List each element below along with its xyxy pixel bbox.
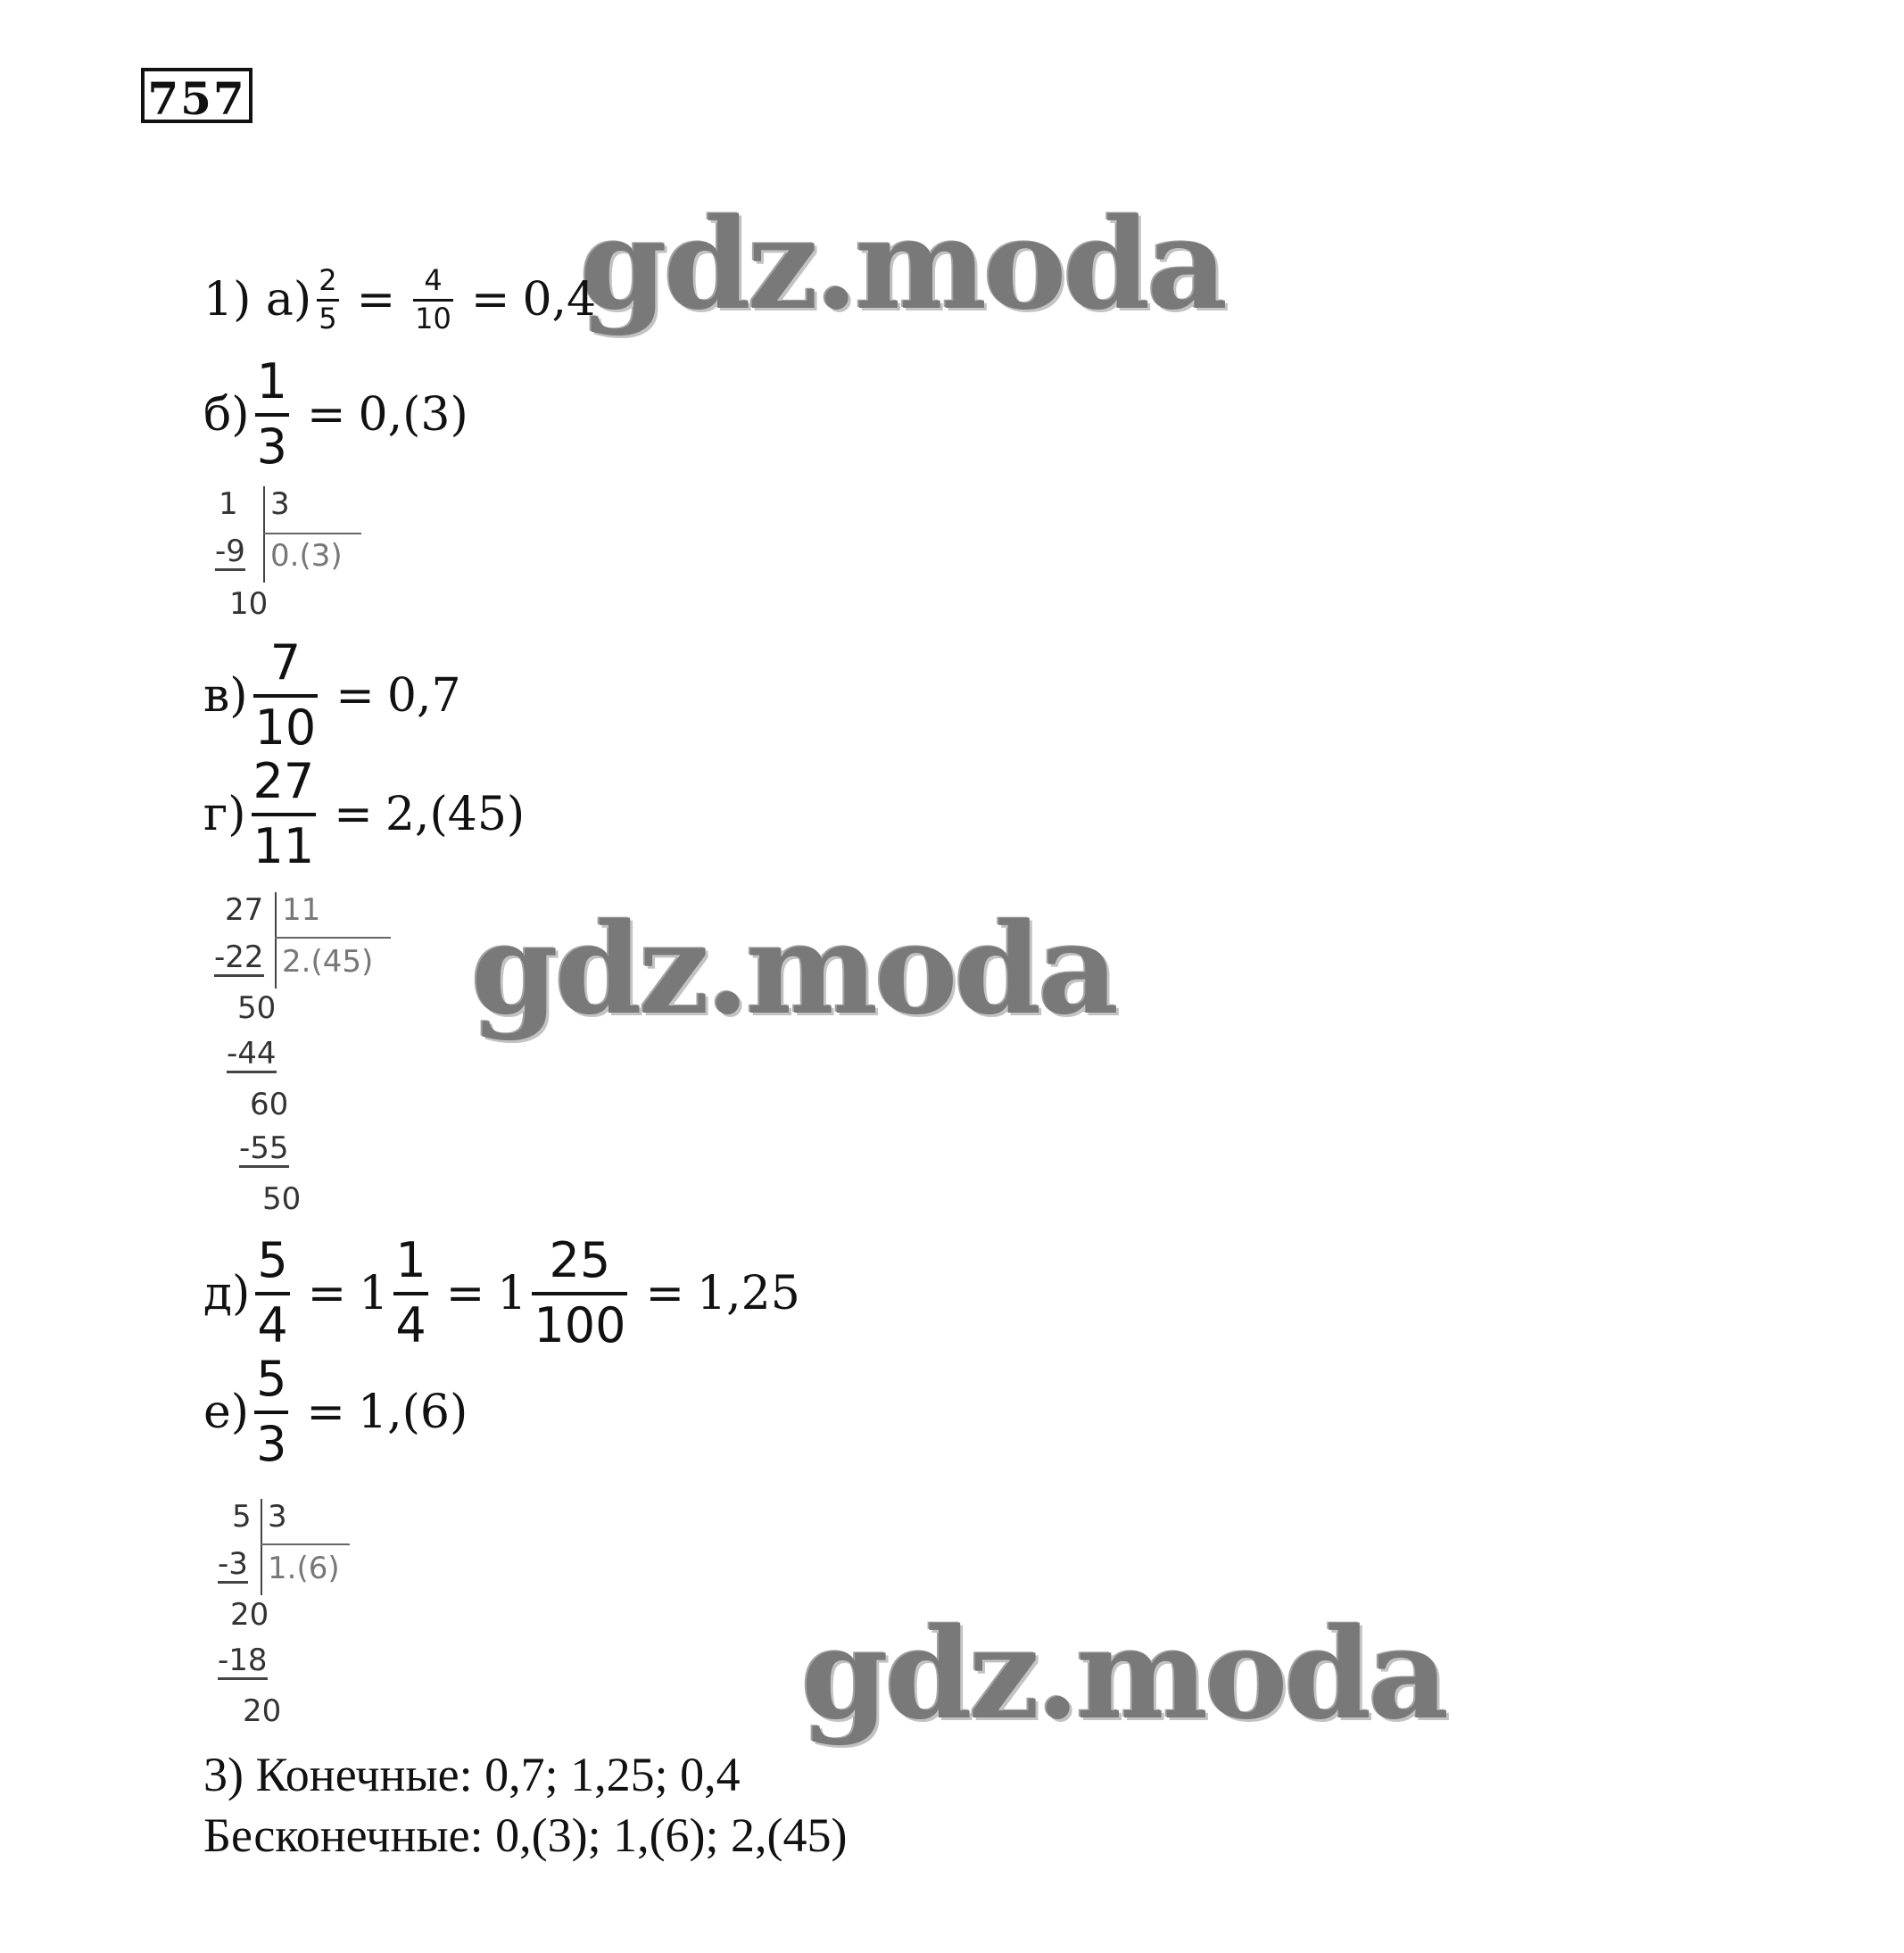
item-e-result: 1,(6) [358, 1385, 468, 1439]
equals-sign: = [335, 668, 375, 723]
remainder: 10 [229, 586, 269, 622]
item-d-label: д) [203, 1266, 251, 1320]
long-division-e [212, 1499, 391, 1740]
quotient: 2.(45) [282, 944, 374, 980]
remainder: 20 [230, 1597, 269, 1633]
equals-sign: = [306, 1385, 345, 1439]
fraction-a-2 [413, 263, 453, 335]
watermark-3: gdz.moda [801, 1601, 1446, 1748]
long-division-g [212, 892, 426, 1222]
item-b [203, 353, 468, 475]
denominator: 100 [534, 1296, 626, 1353]
item-d-result: 1,25 [697, 1266, 800, 1320]
denominator: 4 [395, 1296, 426, 1353]
denominator: 3 [256, 418, 287, 475]
item-e-label: е) [203, 1385, 250, 1439]
denominator: 3 [256, 1415, 287, 1472]
item-a-result: 0,4 [522, 273, 597, 327]
divisor: 3 [270, 486, 290, 522]
watermark-2: gdz.moda [471, 897, 1116, 1043]
remainder: 50 [237, 990, 277, 1026]
problem-number: 757 [141, 68, 252, 123]
item-g [203, 753, 526, 874]
denominator: 10 [415, 301, 451, 335]
item-g-result: 2,(45) [385, 787, 526, 841]
numerator: 25 [549, 1232, 611, 1288]
divisor: 3 [268, 1499, 287, 1535]
subtrahend: -9 [215, 534, 245, 569]
dividend: 5 [232, 1499, 252, 1535]
long-division-b [210, 486, 388, 629]
conclusion-infinite: Бесконечные: 0,(3); 1,(6); 2,(45) [203, 1808, 848, 1862]
item-e [203, 1351, 468, 1472]
dividend: 1 [219, 486, 238, 522]
numerator: 1 [395, 1232, 426, 1288]
whole-part: 1 [497, 1266, 527, 1320]
item-a [203, 263, 597, 335]
item-d [203, 1232, 800, 1353]
numerator: 1 [256, 353, 287, 410]
remainder: 60 [250, 1087, 289, 1122]
denominator: 11 [252, 817, 315, 874]
fraction-e [254, 1351, 288, 1472]
equals-sign: = [445, 1266, 485, 1320]
numerator: 5 [256, 1351, 287, 1407]
fraction-g [252, 753, 317, 874]
fraction-d-3 [532, 1232, 627, 1353]
item-a-label: 1) а) [203, 273, 312, 327]
subtrahend: -18 [218, 1643, 268, 1678]
fraction-v [253, 634, 319, 756]
fraction-d-2 [393, 1232, 427, 1353]
quotient: 1.(6) [268, 1551, 340, 1586]
fraction-d-1 [255, 1232, 289, 1353]
item-v-label: в) [203, 668, 248, 723]
subtrahend: -55 [239, 1130, 289, 1166]
equals-sign: = [306, 387, 346, 442]
denominator: 10 [254, 699, 317, 756]
item-v [203, 634, 461, 756]
dividend: 27 [225, 892, 264, 928]
remainder: 50 [262, 1181, 302, 1217]
numerator: 4 [424, 263, 443, 297]
subtrahend: -44 [227, 1036, 277, 1072]
equals-sign: = [356, 273, 396, 327]
quotient: 0.(3) [270, 538, 343, 574]
fraction-a-1 [317, 263, 338, 335]
whole-part: 1 [359, 1266, 389, 1320]
item-b-result: 0,(3) [358, 387, 468, 442]
numerator: 2 [319, 263, 337, 297]
divisor: 11 [282, 892, 321, 928]
remainder: 20 [243, 1693, 282, 1729]
numerator: 5 [257, 1232, 288, 1288]
fraction-b [255, 353, 289, 475]
subtrahend: -22 [214, 939, 264, 975]
equals-sign: = [307, 1266, 347, 1320]
denominator: 4 [257, 1296, 288, 1353]
equals-sign: = [470, 273, 510, 327]
conclusion-finite: 3) Конечные: 0,7; 1,25; 0,4 [203, 1748, 741, 1801]
watermark-1: gdz.moda [580, 192, 1225, 338]
numerator: 27 [252, 753, 315, 809]
item-g-label: г) [203, 787, 246, 841]
equals-sign: = [645, 1266, 685, 1320]
subtrahend: -3 [218, 1546, 248, 1582]
item-v-result: 0,7 [386, 668, 461, 723]
equals-sign: = [334, 787, 373, 841]
item-b-label: б) [203, 387, 250, 442]
denominator: 5 [319, 301, 337, 335]
numerator: 7 [269, 634, 302, 691]
